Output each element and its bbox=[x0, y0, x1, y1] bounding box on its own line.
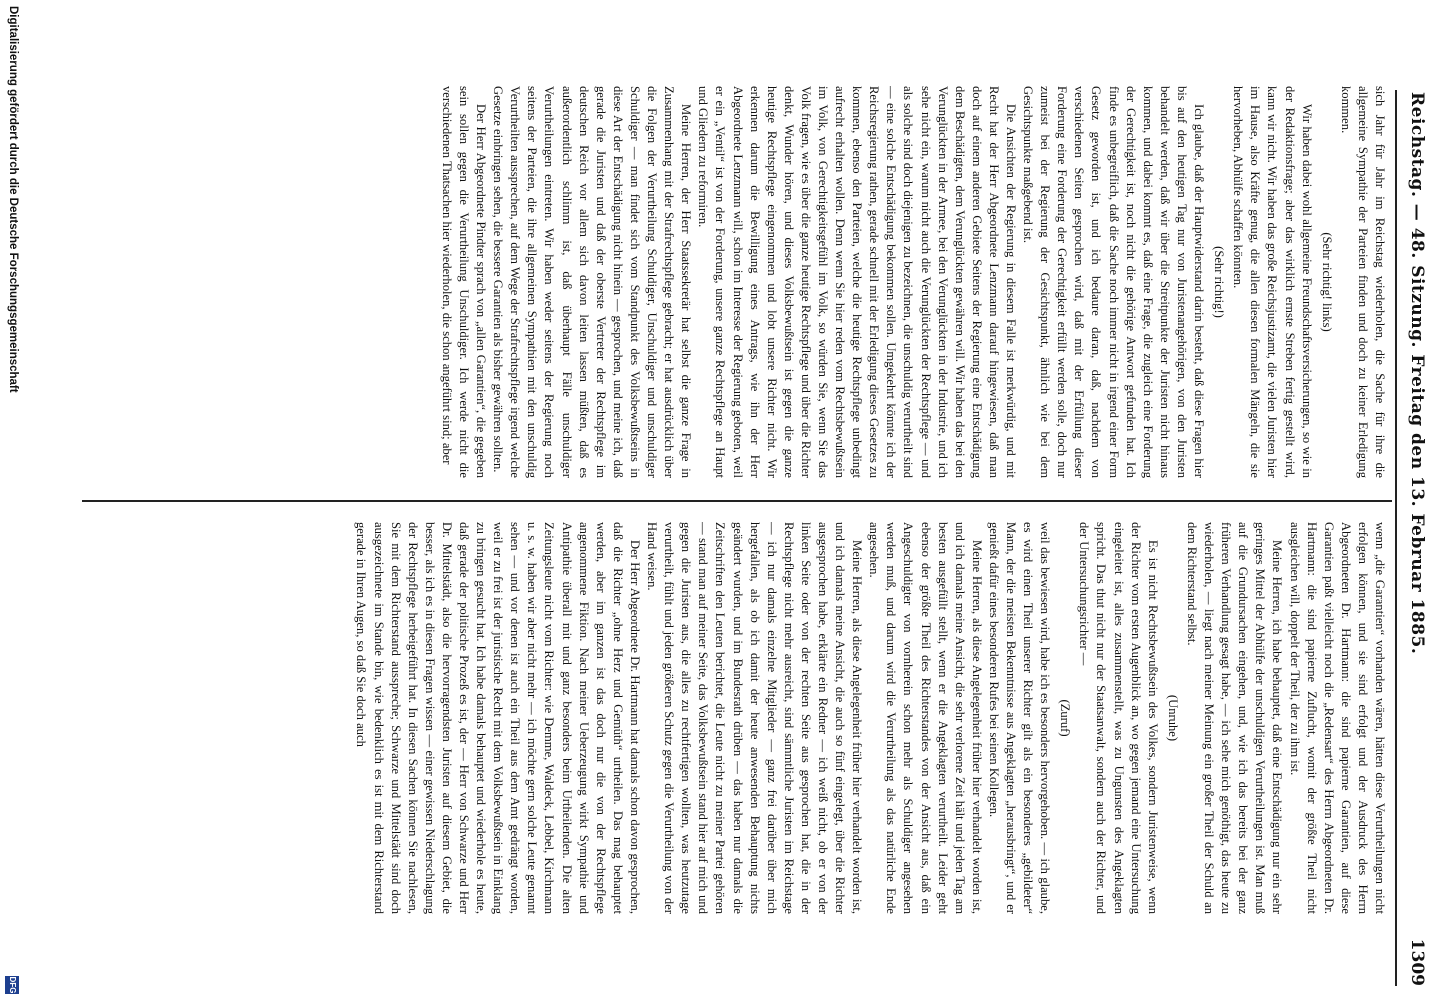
remark: (Unruhe) bbox=[1165, 694, 1180, 742]
remark: (Zuruf) bbox=[1058, 699, 1073, 737]
column-divider bbox=[82, 500, 1392, 502]
paragraph: sich Jahr für Jahr im Reichstag wiederholen, die Sache für ihre die allgemeine Sympathie der Parteien finden und doch zu keiner Erledigung kommen. bbox=[1338, 86, 1387, 478]
remark: (Sehr richtig! links) bbox=[1319, 232, 1334, 332]
page-number: 1309 bbox=[1407, 938, 1427, 986]
digitization-footer bbox=[2, 0, 20, 1000]
paragraph: Die Ansichten der Regierung in diesem Falle ist merkwürdig, und mit Recht hat der Herr Abgeordnete Lenzmann darauf hingewiesen, daß man doch auf einem anderen Gebiete Seitens der Regierung eine Entschädigung dem Beschädigten, dem Verunglückten gewähren will. Wir haben das bei den Verunglückten in der Armee, bei den Verunglückten in der Industrie, und ich sehe nicht ein, warum nicht auch die Verunglückten der Rechtspflege — und als solche sind doch diejenigen zu bezeichnen, die unschuldig verurtheilt sind — eine solche Entschädigung bekommen sollen. Umgekehrt könnte ich der Reichsregierung rathen, gerade schnell mit der Erledigung dieses Gesetzes zu kommen, ebenso den Parteien, welche die heutige Rechtspflege unbedingt aufrecht erhalten wollen. Denn wenn Sie hier reden vom Rechtsbewußtsein im Volk, von Gerechtigkeitsgefühl im Volk, so würden Sie, wenn Sie das Volk fragen, wie es über die ganze heutige Rechtspflege und über die Richter denkt, Wunder hören, und dieses Volksbewußtsein ist gegen die ganze heutige Rechtspflege eingenommen und lobt unsere Richter nicht. Wir erkennen darum die Bewilligung eines Antrags, wie ihn der Herr Abgeordnete Lenzmann will, schon im Interesse der Regierung geboten, weil er ein „Ventil“ ist von der Forderung, unsere ganze Rechtspflege an Haupt und Gliedern zu reformiren. bbox=[696, 86, 1019, 478]
paragraph: Meine Herren, als diese Angelegenheit früher hier verhandelt worden ist, und ich damals meine Ansicht, die auch so fünf eingelegt, über die Richter ausgesprochen habe, erklärte ein Redner — ich weiß nicht, ob er von der linken Seite oder von der rechten Seite aus gesprochen hat, die in der Rechtspflege nicht mehr ausreicht, sind sämmtliche Juristen im Reichstage — ich nur damals einzelne Mitglieder — ganz frei darüber über mich hergefallen, als ob ich damit der heute anwesenden Behauptung nichts geändert wurden, und im Bundesrath drüben — das haben nur damals die Zeitschriften den Leuten berichtet, die Leute nicht zu meiner Partei gehören — stand man auf meiner Seite, das Volksbewußtsein stand hier auf mich und gegen die Juristen aus, die alles zu rechtfertigen wollten, was heutzutage verurtheilt, fühlt und jeden größeren Schutz gegen die Verurtheilung von der Hand weisen. bbox=[645, 522, 865, 914]
remark: (Sehr richtig!) bbox=[1212, 246, 1227, 318]
running-head bbox=[1401, 0, 1431, 1000]
left-column bbox=[92, 86, 1388, 478]
paragraph: Wir haben dabei wohl allgemeine Freundschaftsversicherungen, so wie in der Redaktionsfrage; aber das wirklich ernste Streben fertig gestellt wird, kann wir nicht. Wir haben das große Reichsjustizamt, die vielen Juristen hier im Hause, also Kräfte genug, die allen diesen formalen Mängeln, die sie hervorheben, Abhülfe schaffen könnten. bbox=[1231, 86, 1314, 478]
paragraph: Ich glaube, daß der Hauptwiderstand darin besteht, daß diese Fragen hier bis auf den heutigen Tag nur von Juristenangehörigen, von den Juristen behandelt werden, daß wir über die Streitpunkte der Juristen nicht hinaus kommen, und dabei kommt es, daß eine Frage, die zugleich eine Forderung der Gerechtigkeit ist, noch nicht die gehörige Antwort gefunden hat. Ich finde es unbegreiflich, daß die Sache noch immer nicht in irgend einer Form Gesetz geworden ist, und ich bedaure daran, daß, nachdem von verschiedenen Seiten gesprochen wird, daß mit der Erfüllung dieser Forderung eine Forderung der Gerechtigkeit erfüllt werden solle, doch nur zumeist bei der Regierung der Gesichtspunkt, ähnlich wie bei dem Gesichtspunkte maßgebend ist. bbox=[1021, 86, 1207, 478]
header-rule bbox=[1395, 90, 1397, 986]
paragraph: Meine Herren, ich habe behauptet, daß eine Entschädigung nur ein sehr geringes Mittel der Abhülfe der unschuldigen Verurtheilungen ist. Man muß auf die Grundursachen eingehen, und, wie ich das bereits bei der ganz früheren Verhandlung gesagt habe, — ich sehe mich genöthigt, das heute zu wiederholen, — liegt nach meiner Meinung ein großer Theil der Schuld an dem Richterstand selbst. bbox=[1184, 522, 1285, 914]
dfg-logo-icon: DFG bbox=[5, 976, 19, 994]
running-head-title: Reichstag. — 48. Sitzung. Freitag den 13. Februar 1885. bbox=[1407, 92, 1427, 655]
paragraph: weil das bewiesen wird, habe ich es besonders hervorgehoben. — ich glaube, es wird einen Theil unserer Richter gilt als ein besonderes „gebildeter“ Mann, der die meisten Bekenntnisse aus Angeklagten „herausbringt“, und er genießt dafür eines besonderen Rufes bei seinen Kollegen. bbox=[986, 522, 1053, 914]
digitization-notice: Digitalisierung gefördert durch die Deutsche Forschungsgemeinschaft bbox=[7, 6, 19, 393]
paragraph: Meine Herren, der Herr Staatssekretär hat selbst die ganze Frage in Zusammenhang mit der Strafrechtspflege gebracht; er hat ausdrücklich über die Folgen der Verurtheilung Schuldiger, Unschuldiger und unschuldiger Schuldiger — man findet sich vom Standpunkt des Volksbewußtseins in diese Art der Entschädigung nicht hinein — gesprochen, und meine ich, daß gerade die Juristen und daß der oberste Vertreter der Rechtspflege im deutschen Reich vor allem sich davon leiten lassen müßten, daß es außerordentlich schlimm ist, daß überhaupt Fälle unschuldiger Verurtheilungen eintreten. Wir haben weder seitens der Regierung noch seitens der Parteien, die ihre allgemeinen Sympathien mit den unschuldig Verurtheilten aussprechen, auf dem Wege der Strafrechtspflege irgend welche Gesetze einbringen sehen, die bessere Garantien als bisher gewähren sollten. bbox=[491, 86, 694, 478]
paragraph: Der Herr Abgeordnete Dr. Hartmann hat damals schon davon gesprochen, daß die Richter „ohne Herz und Gemüth“ urtheilen. Das mag behauptet werden, aber im ganzen ist das doch nur die von der Rechtspflege angenommene Fiktion. Nach meiner Ueberzeugung wirkt Sympathie und Antipathie überall mit und ganz besonders beim Urtheilenden. Die alten Zeitungsleute nicht vom Richter: wie Demme, Waldeck, Lebbel, Kirchmann u. s. w. haben wir aber nicht mehr — ich möchte gern solche Leute genannt sehen — und vor denen ist auch ein Theil aus dem Amt gedrängt worden, weil er zu frei ist der juristische Recht mit dem Volksbewußtsein in Einklang zu bringen gesucht hat. Ich habe damals behauptet und wiederhole es heute, daß gerade der politische Prozeß es ist, der — Herr von Schwarze und Herr Dr. Mittelstädt, also die hervorragendsten Juristen auf diesem Gebiet, die besser, als ich es in diesen Fragen wissen — einer gewissen Niederschlagung der Rechtspflege herbeigeführt hat. In diesen Sachen können Sie nachlesen, Sie mit dem Richterstand ausspreche; Schwarze und Mittelstädt sind doch ausgezeichnete im Stande bin, wie bedenklich es ist mit dem Richterstand gerade in Ihren Augen, so daß Sie doch auch bbox=[354, 522, 642, 914]
paragraph: wenn „die Garantien“ vorhanden wären, hätten diese Verurtheilungen nicht erfolgen können, und sie sind erfolgt und der Ausdruck des Herrn Abgeordneten Dr. Hartmann: die sind papierne Garantien, auf diese Garantien paßt vielleicht noch die „Redensart“ des Herrn Abgeordneten Dr. Hartmann: die sind papierne Zuflucht, womit der größte Theil nicht ausgleichen will, doppelt der Theil, der zu ihm ist. bbox=[1287, 522, 1387, 914]
paragraph: Es ist nicht Rechtsbewußtsein des Volkes, sondern Juristenweise, wenn der Richter vom ersten Augenblick an, wo gegen jemand eine Untersuchung eingeleitet ist, alles zusammenstellt, was zu Ungunsten des Angeklagten spricht. Das thut nicht nur der Staatsanwalt, sondern auch der Richter, und der Untersuchungsrichter — bbox=[1077, 522, 1160, 914]
paragraph: Meine Herren, als diese Angelegenheit früher hier verhandelt worden ist, und ich damals meine Ansicht, die sehr verlorene Zeit hält und jeden Tag am besten ausgefüllt stellt, wenn er die Angeklagten verurtheilt. Leider geht ebenso der größte Theil des Richterstandes von der Ansicht aus, daß ein Angeschuldigter von vornherein schon mehr als Schuldiger angesehen werden muß, und darum wird die Verurtheilung als das natürliche Ende angesehen. bbox=[867, 522, 984, 914]
paragraph: Der Herr Abgeordnete Pindter sprach von „allen Garantien“, die gegeben sein sollen gegen die Verurtheilung Unschuldiger. Ich werde nicht die verschiedenen Thatsachen hier wiederholen, die schon angeführt sind; aber bbox=[439, 86, 489, 478]
right-column bbox=[92, 522, 1388, 914]
